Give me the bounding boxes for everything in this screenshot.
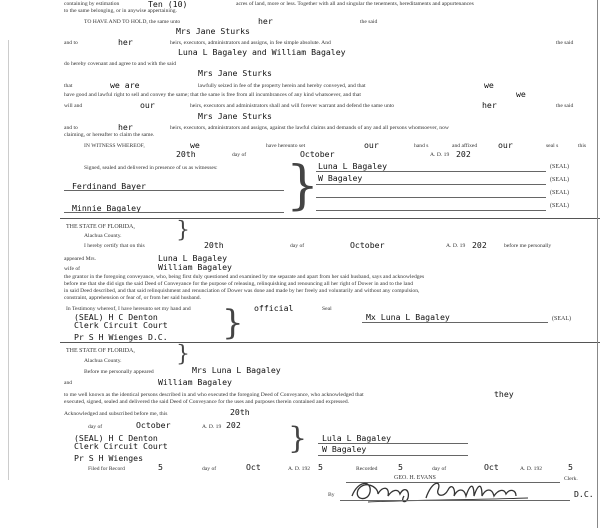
ack1-seal: (SEAL) [552, 316, 571, 322]
ack1-signer-line [362, 322, 548, 323]
good-right-text: have good and lawful right to sell and convey the same; that the same is free from all incumbrances of any kind whatsoever, and that [64, 92, 361, 98]
habendum-said: the said [360, 19, 378, 25]
her-value-3: her [118, 122, 133, 132]
deed-year: 202 [456, 149, 471, 159]
that-label: that [64, 83, 73, 89]
hand-s-label: hand s [414, 143, 429, 149]
ack1-notary-2: Clerk Circuit Court [74, 320, 168, 330]
ack1-notary-brace: } [222, 303, 244, 343]
ack2-they: they [494, 389, 514, 399]
claims-text-2: claiming, or hereafter to claim the same. [64, 132, 155, 138]
ack2-notary-3: Pr S H Wienges [74, 453, 144, 463]
recorded-month: Oct [484, 462, 499, 472]
we-value-3: we [190, 140, 200, 150]
acres-text: acres of land, more or less. Together with all and singular the tenements, hereditaments and appurtenances [236, 1, 474, 7]
ack2-name-2: William Bagaley [158, 377, 232, 387]
witness-1: Ferdinand Bayer [72, 181, 146, 191]
signer-1: Luna L Bagaley [318, 161, 388, 171]
hereunto-set: have hereunto set [266, 143, 306, 149]
will-and-label: will and [64, 103, 83, 109]
ack1-wife-of: wife of [64, 266, 80, 272]
witness-whereof: IN WITNESS WHEREOF, [84, 143, 145, 149]
affixed-label: and affixed [452, 143, 478, 149]
section-divider-1 [60, 218, 600, 219]
ack2-notary-2: Clerk Circuit Court [74, 441, 168, 451]
appertaining-text: to the same belonging, or in anywise appertaining. [64, 8, 177, 14]
ack1-ad: A. D. 19 [446, 243, 466, 249]
warrant-text: heirs, executors and administrators shall and will forever warrant and defend the same unto [190, 103, 395, 109]
we-value-1: we [484, 80, 494, 90]
covenant-text: do hereby covenant and agree to and with the said [64, 61, 176, 67]
seal-2: (SEAL) [550, 177, 569, 183]
grantors-names: Luna L Bagaley and William Bagaley [178, 47, 346, 57]
ack1-notary-3: Pr S H Wienges D.C. [74, 332, 168, 342]
filed-day: 5 [158, 462, 163, 472]
seal-1: (SEAL) [550, 164, 569, 170]
ack1-before-me: before me personally [504, 243, 552, 249]
ack2-state: THE STATE OF FLORIDA, [66, 348, 135, 354]
ack2-brace: } [176, 342, 190, 367]
recorded-day: 5 [398, 462, 403, 472]
ack2-name-1: Mrs Luna L Bagaley [192, 365, 281, 375]
and-to-label-2: and to [64, 125, 78, 131]
deed-ad: A. D. 19 [430, 152, 450, 158]
witness-2-line [64, 212, 284, 213]
ack1-testimony: In Testimony whereof, I have hereunto set my hand and [66, 306, 191, 312]
recorded-ad: A. D. 192 [520, 466, 543, 472]
filed-ad: A. D. 192 [288, 466, 311, 472]
ack1-body-4: constraint, apprehension or fear of, or from her said husband. [64, 295, 202, 301]
ack2-acknowledged: Acknowledged and subscribed before me, this [64, 411, 168, 417]
ack1-year: 202 [472, 240, 487, 250]
signer-2: W Bagaley [318, 173, 363, 183]
seal-4: (SEAL) [550, 203, 569, 209]
habendum-her: her [258, 16, 273, 26]
clerk-name: GEO. H. EVANS [394, 475, 436, 481]
ack1-certify: I hereby certify that on this [84, 243, 145, 249]
acres-value: Ten (10) [148, 0, 188, 9]
her-value-2: her [482, 100, 497, 110]
ack1-body-2: before me that she did sign the said Deed of Conveyance for the purpose of releasing, relinquishing and renouncing all her right of Dower in and to the land [64, 281, 414, 287]
recorded-label: Recorded [356, 466, 378, 472]
ack2-before: Before me personally appeared [84, 369, 154, 375]
ack2-year: 202 [226, 420, 241, 430]
we-value-2: we [516, 89, 526, 99]
ack1-brace: } [176, 218, 190, 243]
ack1-day: 20th [204, 240, 224, 250]
and-to-label: and to [64, 40, 78, 46]
witness-brace: } [286, 156, 320, 216]
ack2-day-of: day of [88, 424, 103, 430]
ack2-notary-1: (SEAL) H C Denton [74, 433, 158, 443]
seal-3: (SEAL) [550, 190, 569, 196]
deed-day: 20th [176, 149, 196, 159]
dc-label: D.C. [574, 489, 594, 499]
recorded-year: 5 [568, 462, 573, 472]
filed-month: Oct [246, 462, 261, 472]
page-right-edge [597, 0, 598, 528]
signer-3-line [316, 197, 546, 198]
section-divider-2 [60, 342, 600, 343]
recorded-day-of: day of [432, 466, 447, 472]
deputy-signature [348, 476, 538, 506]
this-label: this [578, 143, 587, 149]
heirs-text: heirs, executors, administrators and assigns, in fee simple absolute. And [170, 40, 331, 46]
grantee-name-2: Mrs Jane Sturks [198, 68, 272, 78]
ack1-county: Alachua County. [84, 233, 122, 239]
witness-1-line [64, 190, 284, 191]
page-left-edge [8, 40, 9, 480]
estimation-label: containing by estimation [64, 1, 120, 7]
ack1-body-3: in said Deed described, and that said relinquishment and renunciation of Dower was done and made by her freely and voluntarily and without any compulsion, [64, 288, 420, 294]
ack1-official: official [254, 303, 294, 313]
filed-year: 5 [318, 462, 323, 472]
clerk-label: Clerk. [564, 476, 578, 482]
deed-month: October [300, 149, 335, 159]
our-value-3: our [498, 140, 513, 150]
grantee-name-3: Mrs Jane Sturks [198, 111, 272, 121]
ack1-body-1: the grantor in the foregoing conveyance, who, being first duly questioned and examined by me separate and apart from her said husband, says and acknowledges [64, 274, 425, 280]
witness-2: Minnie Bagaley [72, 203, 142, 213]
ack2-body-1: to me well known as the identical persons described in and who executed the foregoing Deed of Conveyance, who acknowledged that [64, 392, 364, 398]
signer-1-line [316, 171, 546, 172]
signer-2-line [316, 184, 546, 185]
ack1-appeared: appeared Mrs. [64, 256, 96, 262]
ack1-husband: William Bagaley [158, 262, 232, 272]
ack1-seal-word: Seal [322, 306, 332, 312]
signed-sealed-text: Signed, sealed and delivered in presence of us as witnesses: [84, 165, 218, 171]
ack1-day-of: day of [290, 243, 305, 249]
ack2-signer-1: Lula L Bagaley [322, 433, 392, 443]
ack2-and: and [64, 380, 73, 386]
ack1-state: THE STATE OF FLORIDA, [66, 224, 135, 230]
ack1-notary-1: (SEAL) H C Denton [74, 312, 158, 322]
filed-day-of: day of [202, 466, 217, 472]
our-value-2: our [364, 140, 379, 150]
seized-text: lawfully seized in fee of the property herein and hereby conveyed, and that [198, 83, 366, 89]
seal-s-label: seal s [546, 143, 559, 149]
ack2-signer-2: W Bagaley [322, 444, 367, 454]
grantee-name-1: Mrs Jane Sturks [176, 26, 250, 36]
by-line [340, 500, 570, 501]
the-said-label: the said [556, 40, 574, 46]
claims-text: heirs, executors, administrators and assigns, against the lawful claims and demands of any and all persons whomsoever, now [170, 125, 449, 131]
ack2-signer-brace: } [288, 421, 308, 456]
ack2-month: October [136, 420, 171, 430]
habendum-label: TO HAVE AND TO HOLD, the same unto [84, 19, 181, 25]
deed-day-of: day of [232, 152, 247, 158]
ack2-body-2: executed, signed, sealed and delivered the said Deed of Conveyance for the uses and purposes therein contained and expressed. [64, 399, 350, 405]
ack2-day: 20th [230, 407, 250, 417]
ack1-month: October [350, 240, 385, 250]
ack2-signer-2-line [318, 455, 468, 456]
ack1-signer: Mx Luna L Bagaley [366, 312, 450, 322]
the-said-label-2: the said [556, 103, 574, 109]
filed-for-label: Filed for Record [88, 466, 125, 472]
we-are-value: we are [110, 80, 140, 90]
by-label: By [328, 492, 335, 498]
our-value-1: our [140, 100, 155, 110]
heirs-her: her [118, 37, 133, 47]
ack2-county: Alachua County. [84, 358, 122, 364]
signer-4-line [316, 210, 546, 211]
ack1-mrs-name: Luna L Bagaley [158, 253, 228, 263]
ack2-ad: A. D. 19 [202, 424, 222, 430]
